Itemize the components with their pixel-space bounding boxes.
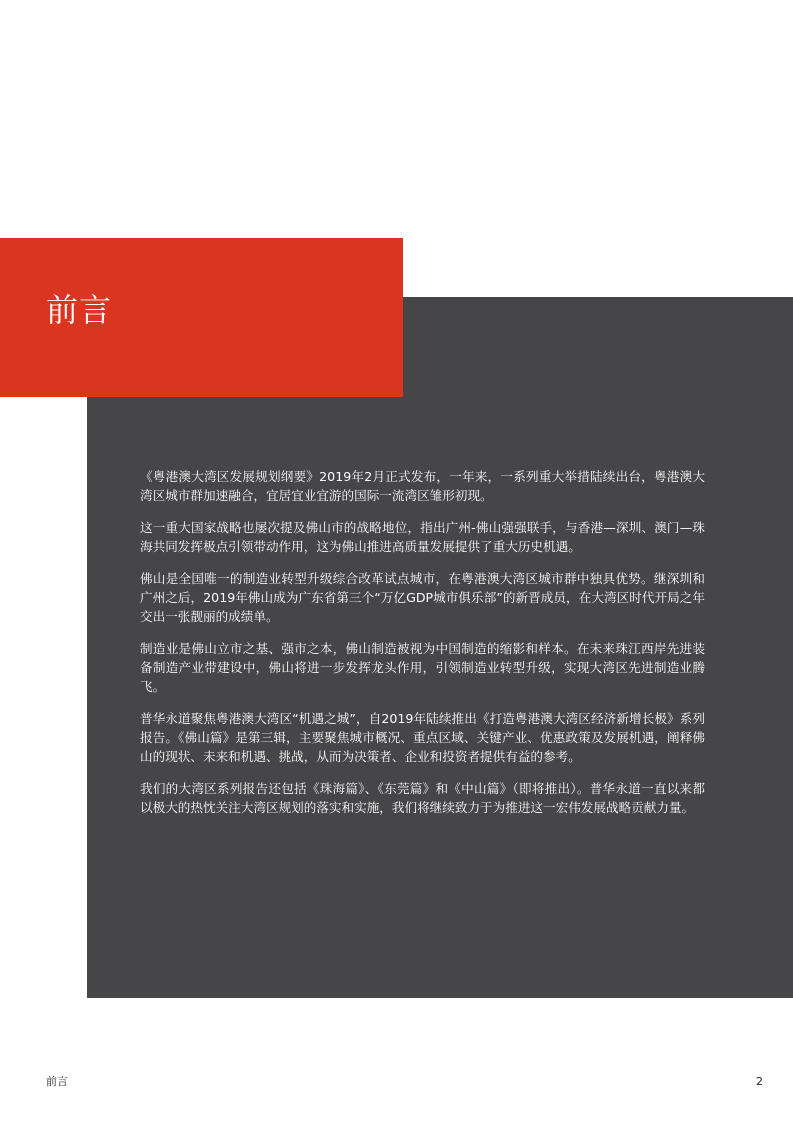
paragraph: 《粤港澳大湾区发展规划纲要》2019年2月正式发布，一年来，一系列重大举措陆续出台，粤港澳大湾区城市群加速融合，宜居宜业宜游的国际一流湾区雏形初现。: [140, 469, 705, 503]
body-text: [140, 467, 705, 830]
paragraph: 制造业是佛山立市之基、强市之本，佛山制造被视为中国制造的缩影和样本。在未来珠江西岸先进装备制造产业带建设中，佛山将进一步发挥龙头作用，引领制造业转型升级，实现大湾区先进制造业腾飞。: [140, 641, 705, 694]
page-title: 前言: [46, 291, 113, 329]
paragraph: 这一重大国家战略也屡次提及佛山市的战略地位，指出广州-佛山强强联手，与香港—深圳、澳门—珠海共同发挥极点引领带动作用，这为佛山推进高质量发展提供了重大历史机遇。: [140, 520, 705, 554]
page-number: 2: [756, 1075, 763, 1088]
footer-section-label: 前言: [46, 1075, 68, 1088]
paragraph: 佛山是全国唯一的制造业转型升级综合改革试点城市，在粤港澳大湾区城市群中独具优势。继深圳和广州之后，2019年佛山成为广东省第三个“万亿GDP城市俱乐部”的新晋成员，在大湾区时代开局之年交出一张靓丽的成绩单。: [140, 571, 705, 624]
paragraph: 普华永道聚焦粤港澳大湾区“机遇之城”，自2019年陆续推出《打造粤港澳大湾区经济新增长极》系列报告。《佛山篇》是第三辑，主要聚焦城市概况、重点区域、关键产业、优惠政策及发展机遇，阐释佛山的现状、未来和机遇、挑战，从而为决策者、企业和投资者提供有益的参考。: [140, 711, 705, 764]
paragraph: 我们的大湾区系列报告还包括《珠海篇》、《东莞篇》和《中山篇》（即将推出）。普华永道一直以来都以极大的热忱关注大湾区规划的落实和实施，我们将继续致力于为推进这一宏伟发展战略贡献力量。: [140, 781, 705, 815]
